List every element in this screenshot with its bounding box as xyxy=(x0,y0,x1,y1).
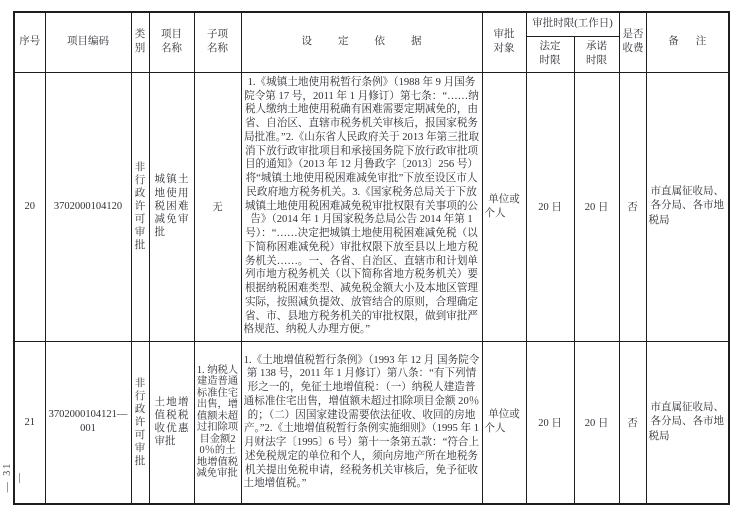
header-fee xyxy=(619,12,646,72)
header-promised-limit xyxy=(574,36,619,72)
cell-category-text: 非行政许可审批 xyxy=(134,377,146,467)
cell-basis: 1.《城镇土地使用税暂行条例》（1988 年 9 月国务院令第 17 号，2011 年 1 月修订）第七条：“……纳税人缴纳土地使用税确有困难需要定期减免的，由省、自治区、直辖市税务机关审核后，报国家税务局批准。”2.《山东省人民政府关于 2013 年第三批取消下放行政审批项目和承接国务院下放行政审批项目的通知》（2013 年 12 月鲁政字〔2013〕256 号）将“城镇土地使用税困难减免审批”下放至设区市人民政府地方税务机关。3.《国家税务总局关于下放城镇土地使用税困难减免税审批权限有关事项的公告》（2014 年 1 月国家税务总局公告 2014 年第 1 号）：“……决定把城镇土地使用税困难减免税（以下简称困难减免税）审批权限下放至县以上地方税务机关……。一、各省、自治区、直辖市和计划单列市地方税务机关（以下简称省地方税务机关）要根据纳税困难类型、减免税金额大小及本地区管理实际，按照减负提效、放管结合的原则，合理确定省、市、县地方税务机关的审批权限，做到审批严格规范、纳税人办理方便。” xyxy=(241,72,482,341)
header-name-label: 项目名称 xyxy=(161,29,182,55)
cell-promised-limit: 20 日 xyxy=(574,72,619,341)
header-category-label: 类别 xyxy=(134,29,146,55)
header-index xyxy=(14,12,45,72)
header-basis-label: 设定依据 xyxy=(301,36,448,48)
header-category xyxy=(131,12,149,72)
cell-target: 单位或个人 xyxy=(482,72,526,341)
cell-fee: 否 xyxy=(619,72,646,341)
cell-promised-limit: 20 日 xyxy=(574,341,619,504)
header-promised-limit-label: 承诺时限 xyxy=(586,41,607,66)
cell-index: 20 xyxy=(14,72,45,341)
cell-category xyxy=(131,72,149,341)
page-number: — 31 — xyxy=(2,461,25,493)
cell-legal-limit: 20 日 xyxy=(526,72,574,341)
header-target-label: 审批对象 xyxy=(493,29,515,55)
cell-category xyxy=(131,341,149,504)
cell-subitem: 无 xyxy=(194,72,241,341)
header-fee-label: 是否收费 xyxy=(622,29,644,55)
cell-category-text: 非行政许可审批 xyxy=(134,162,146,251)
cell-name xyxy=(149,341,194,504)
header-name xyxy=(149,12,194,72)
cell-target: 单位或个人 xyxy=(482,341,526,504)
header-basis xyxy=(241,12,482,72)
header-remarks-label: 备注 xyxy=(668,36,724,48)
table-row-20 xyxy=(14,72,729,341)
approval-items-table xyxy=(13,11,730,505)
cell-remarks: 市直属征收局、各分局、各市地税局 xyxy=(646,341,729,504)
cell-fee: 否 xyxy=(619,341,646,504)
cell-remarks: 市直属征收局、各分局、各市地税局 xyxy=(646,72,729,341)
header-remarks xyxy=(646,12,729,72)
cell-name xyxy=(149,72,194,341)
header-target xyxy=(482,12,526,72)
table-row-21 xyxy=(14,341,729,504)
header-limit-group xyxy=(526,12,619,36)
header-code xyxy=(45,12,131,72)
cell-code: 3702000104121—001 xyxy=(45,341,131,504)
header-index-label: 序号 xyxy=(19,36,41,48)
header-limit-group-label: 审批时限(工作日) xyxy=(532,18,613,30)
cell-legal-limit: 20 日 xyxy=(526,341,574,504)
header-subitem xyxy=(194,12,241,72)
header-legal-limit-label: 法定时限 xyxy=(539,41,561,66)
cell-index: 21 xyxy=(14,341,45,504)
cell-name-text: 土地增值税税收优惠审批 xyxy=(154,396,189,448)
header-code-label: 项目编码 xyxy=(67,36,109,48)
cell-subitem: 1. 纳税人建造普通标准住宅出售，增值额未超过扣除项目金额20％的土地增值税减免审批 xyxy=(194,341,241,504)
cell-code: 3702000104120 xyxy=(45,72,131,341)
header-legal-limit xyxy=(526,36,574,72)
table-header xyxy=(14,12,729,72)
cell-basis: 1.《土地增值税暂行条例》（1993 年 12 月 国务院令第 138 号，2011 年 1 月修订）第八条：“有下列情形之一的，免征土地增值税：（一）纳税人建造普通标准住宅出售，增值额未超过扣除项目金额 20％的；（二）因国家建设需要依法征收、收回的房地产。”2.《土地增值税暂行条例实施细则》（1995 年 1 月财法字〔1995〕6 号）第十一条第五款：“符合上述免税规定的单位和个人，须向房地产所在地税务机关提出免税申请，经税务机关审核后，免予征收土地增值税。” xyxy=(241,341,482,504)
cell-name-text: 城镇土地使用税困难减免审批 xyxy=(154,174,189,239)
header-subitem-label: 子项名称 xyxy=(207,29,228,55)
